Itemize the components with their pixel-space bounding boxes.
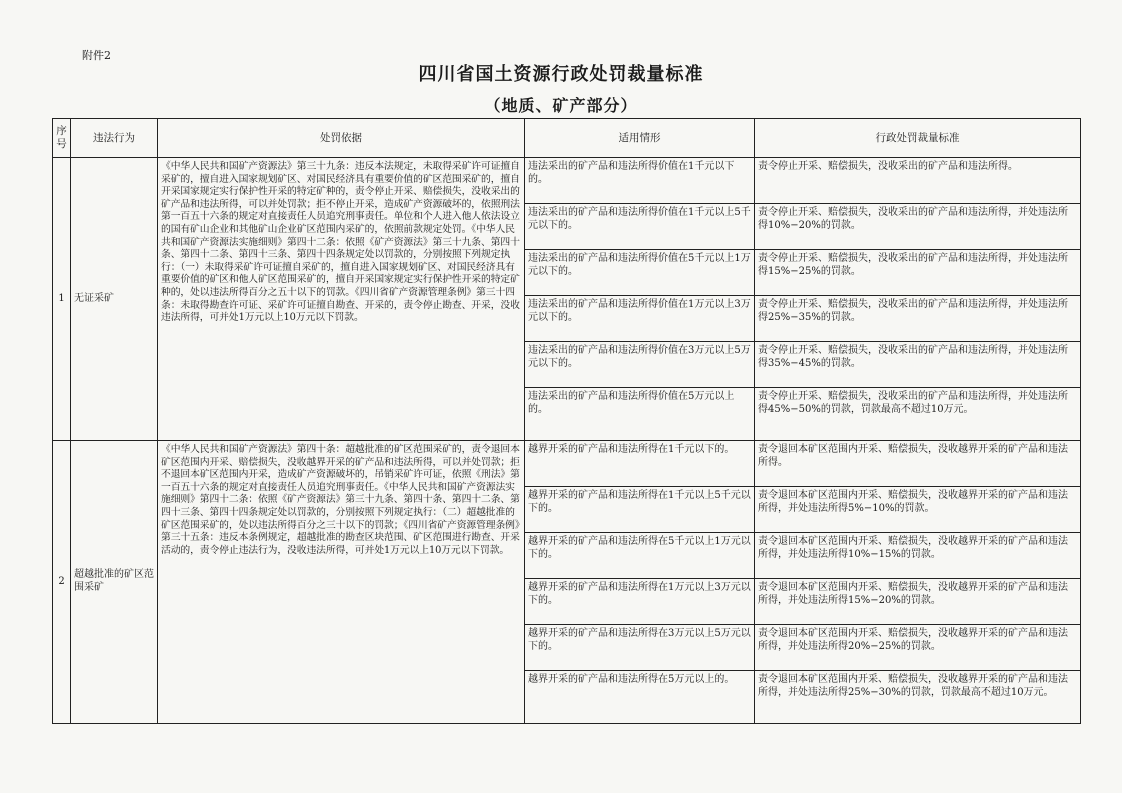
basis-cell: 《中华人民共和国矿产资源法》第三十九条：违反本法规定，未取得采矿许可证擅自采矿的，擅自进入国家规划矿区、对国民经济具有重要价值的矿区范围采矿的，擅自开采国家规定实行保护性开采的特定矿种的，责令停止开采、赔偿损失，没收采出的矿产品和违法所得，可以并处罚款；拒不停止开采，造成矿产资源破坏的，依照刑法第一百五十六条的规定对直接责任人员追究刑事责任。单位和个人进入他人依法设立的国有矿山企业和其他矿山企业矿区范围内采矿的，依照前款规定处罚。《中华人民共和国矿产资源法实施细则》第四十二条：依照《矿产资源法》第三十九条、第四十条、第四十二条、第四十三条、第四十四条规定处以罚款的，分别按照下列规定执行：（一）未取得采矿许可证擅自采矿的，擅自进入国家规划矿区、对国民经济具有重要价值的矿区和他人矿区范围采矿的，擅自开采国家规定实行保护性开采的特定矿种的，处以违法所得百分之五十以下的罚款。《四川省矿产资源管理条例》第三十四条：未取得勘查许可证、采矿许可证擅自勘查、开采的，责令停止勘查、开采，没收违法所得，可并处1万元以上10万元以下罚款。 [158, 158, 525, 441]
situation-cell: 违法采出的矿产品和违法所得价值在5千元以上1万元以下的。 [525, 250, 755, 296]
standard-cell: 责令停止开采、赔偿损失，没收采出的矿产品和违法所得。 [755, 158, 1081, 204]
header-standard: 行政处罚裁量标准 [755, 119, 1081, 158]
header-situation: 适用情形 [525, 119, 755, 158]
header-violation: 违法行为 [71, 119, 158, 158]
situation-cell: 违法采出的矿产品和违法所得价值在1万元以上3万元以下的。 [525, 296, 755, 342]
situation-cell: 违法采出的矿产品和违法所得价值在1千元以下的。 [525, 158, 755, 204]
table-row [53, 158, 1081, 204]
header-basis: 处罚依据 [158, 119, 525, 158]
violation-cell: 无证采矿 [71, 158, 158, 441]
standard-cell: 责令退回本矿区范围内开采、赔偿损失，没收越界开采的矿产品和违法所得，并处违法所得15%−20%的罚款。 [755, 579, 1081, 625]
table-header-row [53, 119, 1081, 158]
standard-cell: 责令退回本矿区范围内开采、赔偿损失，没收越界开采的矿产品和违法所得，并处违法所得25%−30%的罚款，罚款最高不超过10万元。 [755, 671, 1081, 724]
attachment-label: 附件2 [82, 49, 111, 62]
situation-cell: 违法采出的矿产品和违法所得价值在3万元以上5万元以下的。 [525, 342, 755, 388]
penalty-standard-table [52, 118, 1081, 724]
row-number: 1 [53, 158, 71, 441]
row-number: 2 [53, 441, 71, 724]
violation-cell: 超越批准的矿区范围采矿 [71, 441, 158, 724]
standard-cell: 责令退回本矿区范围内开采、赔偿损失，没收越界开采的矿产品和违法所得，并处违法所得10%−15%的罚款。 [755, 533, 1081, 579]
standard-cell: 责令停止开采、赔偿损失，没收采出的矿产品和违法所得，并处违法所得25%−35%的罚款。 [755, 296, 1081, 342]
standard-cell: 责令停止开采、赔偿损失，没收采出的矿产品和违法所得，并处违法所得35%−45%的罚款。 [755, 342, 1081, 388]
situation-cell: 越界开采的矿产品和违法所得在1万元以上3万元以下的。 [525, 579, 755, 625]
situation-cell: 越界开采的矿产品和违法所得在1千元以上5千元以下的。 [525, 487, 755, 533]
situation-cell: 越界开采的矿产品和违法所得在1千元以下的。 [525, 441, 755, 487]
standard-cell: 责令停止开采、赔偿损失，没收采出的矿产品和违法所得，并处违法所得15%−25%的罚款。 [755, 250, 1081, 296]
standard-cell: 责令退回本矿区范围内开采、赔偿损失，没收越界开采的矿产品和违法所得。 [755, 441, 1081, 487]
situation-cell: 越界开采的矿产品和违法所得在3万元以上5万元以下的。 [525, 625, 755, 671]
standard-cell: 责令退回本矿区范围内开采、赔偿损失，没收越界开采的矿产品和违法所得，并处违法所得20%−25%的罚款。 [755, 625, 1081, 671]
situation-cell: 越界开采的矿产品和违法所得在5千元以上1万元以下的。 [525, 533, 755, 579]
document-subtitle: （地质、矿产部分） [484, 96, 638, 115]
situation-cell: 违法采出的矿产品和违法所得价值在5万元以上的。 [525, 388, 755, 441]
situation-cell: 违法采出的矿产品和违法所得价值在1千元以上5千元以下的。 [525, 204, 755, 250]
header-no: 序号 [53, 119, 71, 158]
document-title: 四川省国土资源行政处罚裁量标准 [418, 64, 704, 85]
standard-cell: 责令退回本矿区范围内开采、赔偿损失，没收越界开采的矿产品和违法所得，并处违法所得5%−10%的罚款。 [755, 487, 1081, 533]
basis-cell: 《中华人民共和国矿产资源法》第四十条：超越批准的矿区范围采矿的，责令退回本矿区范围内开采、赔偿损失，没收越界开采的矿产品和违法所得，可以并处罚款；拒不退回本矿区范围内开采，造成矿产资源破坏的，吊销采矿许可证，依照《刑法》第一百五十六条的规定对直接责任人员追究刑事责任。《中华人民共和国矿产资源法实施细则》第四十二条：依照《矿产资源法》第三十九条、第四十条、第四十二条、第四十三条、第四十四条规定处以罚款的，分别按照下列规定执行：（二）超越批准的矿区范围采矿的，处以违法所得百分之三十以下的罚款；《四川省矿产资源管理条例》第三十五条：违反本条例规定，超越批准的勘查区块范围、矿区范围进行勘查、开采活动的，责令停止违法行为，没收违法所得，可并处1万元以上10万元以下罚款。 [158, 441, 525, 724]
situation-cell: 越界开采的矿产品和违法所得在5万元以上的。 [525, 671, 755, 724]
standard-cell: 责令停止开采、赔偿损失，没收采出的矿产品和违法所得，并处违法所得45%−50%的罚款，罚款最高不超过10万元。 [755, 388, 1081, 441]
standard-cell: 责令停止开采、赔偿损失，没收采出的矿产品和违法所得，并处违法所得10%−20%的罚款。 [755, 204, 1081, 250]
table-row [53, 441, 1081, 487]
